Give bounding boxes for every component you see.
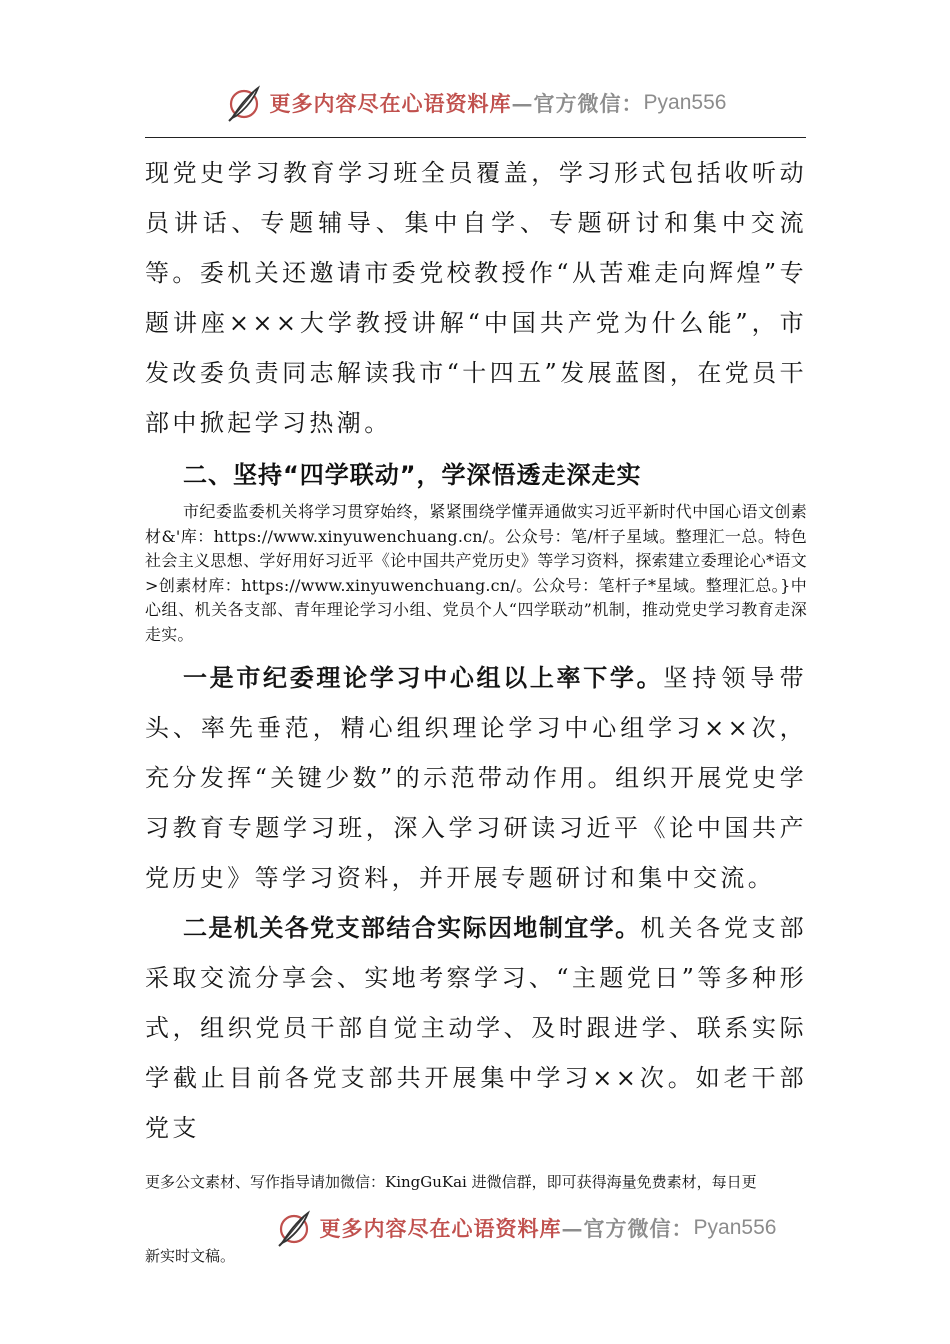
footer-tail: 新实时文稿。 xyxy=(145,1247,236,1265)
paragraph-point-one xyxy=(145,653,807,903)
banner-logo xyxy=(224,83,727,123)
quill-pen-logo-icon xyxy=(274,1208,314,1248)
footer-note: 更多公文素材、写作指导请加微信：KingGuKai 进微信群，即可获得海量免费素材，每日更 xyxy=(145,1173,757,1191)
paragraph-point-two xyxy=(145,903,807,1153)
section-heading-2: 二、坚持“四学联动”，学深悟透走深走实 xyxy=(183,461,642,489)
footer-banner-logo xyxy=(274,1208,777,1248)
quill-pen-logo-icon xyxy=(224,83,264,123)
banner-title: 更多内容尽在心语资料库 xyxy=(269,91,512,116)
point-two-text: 机关各党支部采取交流分享会、实地考察学习、“主题党日”等多种形式，组织党员干部自觉主动学、及时跟进学、联系实际学截止目前各党支部共开展集中学习××次。如老干部党支 xyxy=(145,914,808,1142)
banner-wechat-label: —官方微信： xyxy=(511,91,644,116)
footer-banner-wechat-id: Pyan556 xyxy=(693,1216,777,1239)
footer-banner-wechat-label: —官方微信： xyxy=(561,1216,694,1241)
header-divider xyxy=(145,137,806,138)
header-banner xyxy=(0,80,950,126)
paragraph-small: 市纪委监委机关将学习贯穿始终，紧紧围绕学懂弄通做实习近平新时代中国心语文创素材&'库：https://www.xinyuwenchuang.cn/。公众号：笔/杆子星域。整理汇一总。特色社会主义思想、学好用好习近平《论中国共产党历史》等学习资料，探索建立委理论心*语文>创素材库：https://www.xinyuwenchuang.cn/。公众号：笔杆子*星域。整理汇总。}中心组、机关各支部、青年理论学习小组、党员个人“四学联动”机制，推动党史学习教育走深走实。 xyxy=(145,502,807,644)
paragraph-continued: 现党史学习教育学习班全员覆盖，学习形式包括收听动员讲话、专题辅导、集中自学、专题研讨和集中交流等。委机关还邀请市委党校教授作“从苦难走向辉煌”专题讲座×××大学教授讲解“中国共产党为什么能”，市发改委负责同志解读我市“十四五”发展蓝图，在党员干部中掀起学习热潮。 xyxy=(145,159,807,437)
point-one-text: 坚持领导带头、率先垂范，精心组织理论学习中心组学习××次，充分发挥“关键少数”的示范带动作用。组织开展党史学习教育专题学习班，深入学习研读习近平《论中国共产党历史》等学习资料，并开展专题研讨和集中交流。 xyxy=(145,664,808,892)
point-one-lead: 一是市纪委理论学习中心组以上率下学。 xyxy=(183,664,664,692)
point-two-lead: 二是机关各党支部结合实际因地制宜学。 xyxy=(183,914,641,942)
footer-banner xyxy=(0,1205,950,1251)
document-body xyxy=(145,148,807,1153)
footer-banner-title: 更多内容尽在心语资料库 xyxy=(319,1216,562,1241)
banner-wechat-id: Pyan556 xyxy=(643,91,727,114)
